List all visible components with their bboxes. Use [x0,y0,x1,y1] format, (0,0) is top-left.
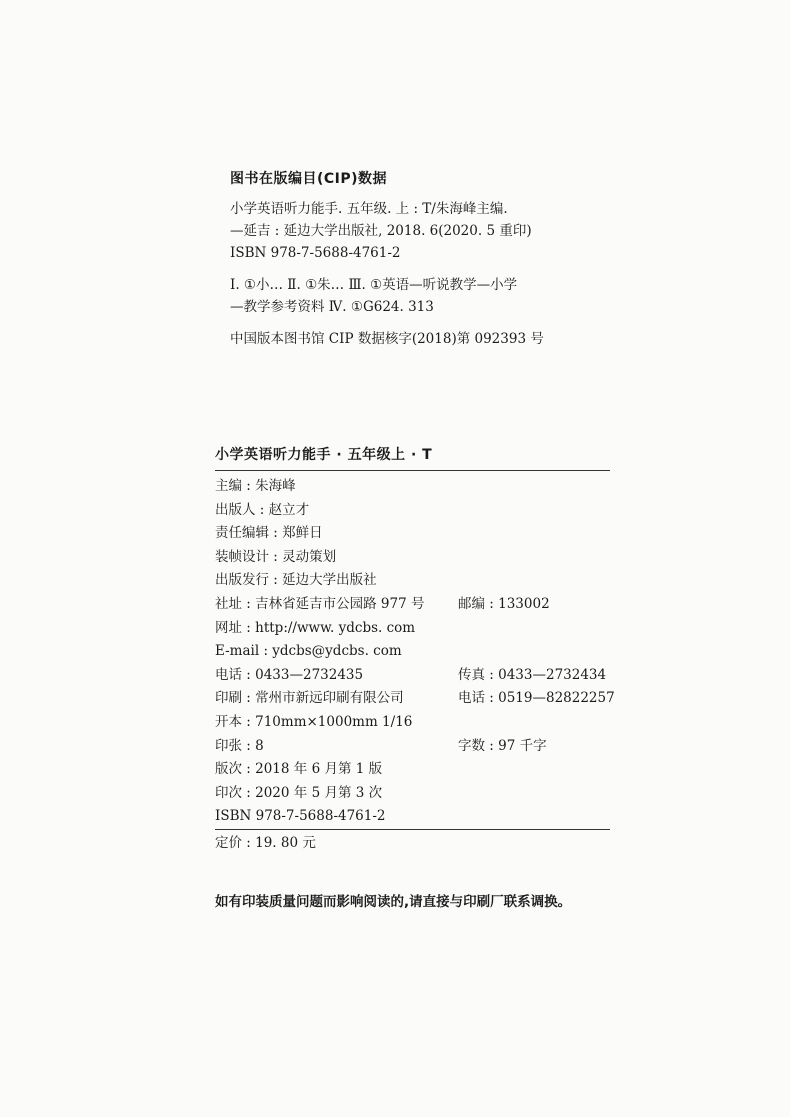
website-row: 网址 : http://www. ydcbs. com [215,619,416,636]
responsible-editor-row: 责任编辑 : 郑鲜日 [215,525,323,542]
email-row: E-mail : ydcbs@ydcbs. com [215,643,402,660]
sheets-row [215,735,610,759]
phone: 电话 : 0433—2732435 [215,666,364,683]
printer-phone: 电话 : 0519—82822257 [458,690,615,707]
publisher-person-row: 出版人 : 赵立才 [215,501,310,518]
colophon-block [215,440,615,856]
address-row [215,593,610,617]
edition-row: 版次 : 2018 年 6 月第 1 版 [215,761,383,778]
sheets: 印张 : 8 [215,737,264,754]
format-row: 开本 : 710mm×1000mm 1/16 [215,713,413,730]
printer: 印刷 : 常州市新远印刷有限公司 [215,690,404,707]
word-count: 字数 : 97 千字 [458,737,547,754]
cip-publisher-line: —延吉 : 延边大学出版社, 2018. 6(2020. 5 重印) [230,223,532,239]
distribution-row: 出版发行 : 延边大学出版社 [215,572,377,589]
design-row: 装帧设计 : 灵动策划 [215,548,337,565]
printing-row: 印次 : 2020 年 5 月第 3 次 [215,784,383,801]
cip-isbn-line: ISBN 978-7-5688-4761-2 [230,245,401,261]
cip-subject-line-2: —教学参考资料 Ⅳ. ①G624. 313 [230,299,434,315]
price-row: 定价 : 19. 80 元 [215,834,316,851]
fax: 传真 : 0433—2732434 [458,666,607,683]
cip-title-line: 小学英语听力能手. 五年级. 上 : T/朱海峰主编. [230,201,508,217]
book-title: 小学英语听力能手 · 五年级上 · T [215,447,433,463]
isbn-row: ISBN 978-7-5688-4761-2 [215,808,386,825]
quality-notice: 如有印装质量问题而影响阅读的,请直接与印刷厂联系调换。 [215,894,572,910]
printer-row [215,687,615,711]
postcode: 邮编 : 133002 [458,595,550,612]
phone-row [215,664,610,688]
cip-heading: 图书在版编目(CIP)数据 [230,171,388,187]
cip-subject-line: Ⅰ. ①小… Ⅱ. ①朱… Ⅲ. ①英语—听说教学—小学 [230,277,518,293]
address: 社址 : 吉林省延吉市公园路 977 号 [215,595,425,612]
bottom-divider [215,829,610,830]
cip-verification: 中国版本图书馆 CIP 数据核字(2018)第 092393 号 [230,331,544,347]
cip-block [230,168,630,350]
editor-row: 主编 : 朱海峰 [215,478,296,494]
